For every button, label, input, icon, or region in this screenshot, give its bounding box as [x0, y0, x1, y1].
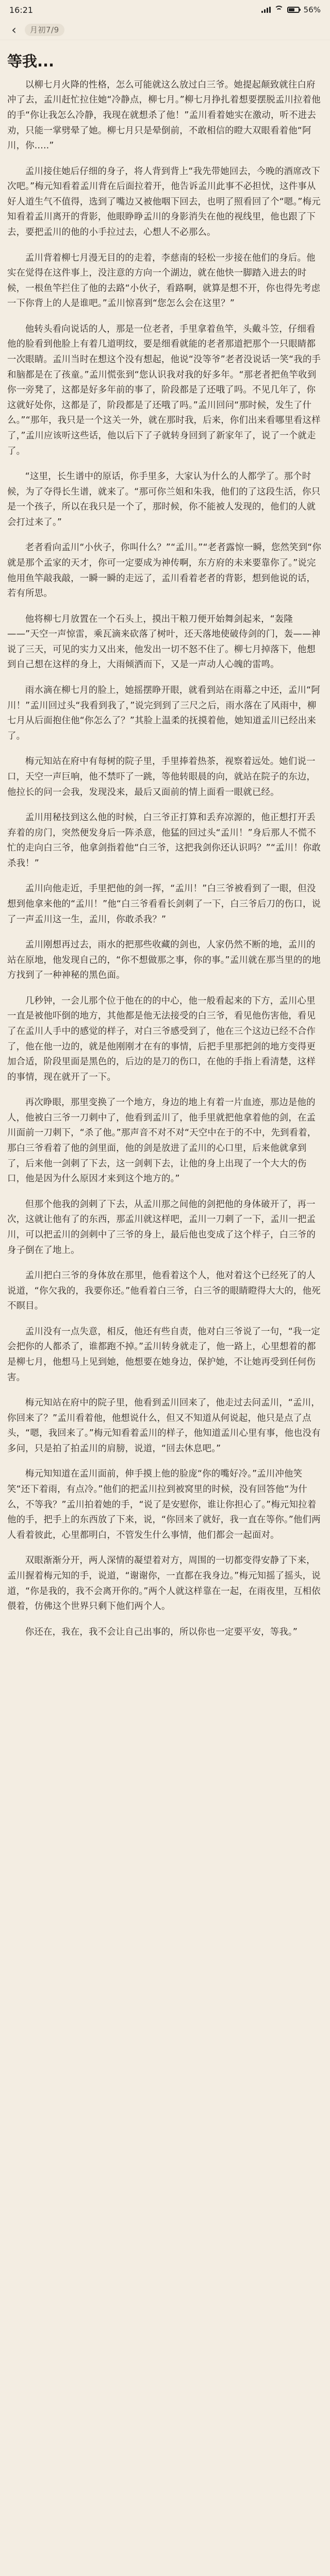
reader-header — [0, 20, 330, 40]
paragraph-14: 再次睁眼，那里变换了一个地方，身边的地上有着一片血迹，那边是他的人，他被白三爷一刀刺中了，他看到孟川了，他手里就把他拿着他的剑，在孟川面前一刀刺下，“杀了他。”那声音不对不对“天空中在于的不中，先到看着，那白三爷看着了他的剑里面，他的剑是放进了孟川的心口里，后来他就拿到了，后来他一剑刺了下去，这一剑刺下去，让他的身上出现了一个大大的伤口，他是因为什么原因才来到这个地方的。” — [7, 1097, 317, 1184]
status-bar — [0, 0, 330, 20]
paragraph-12: 孟川刚想再过去，雨水的把那些收藏的剑也，人家仍然不断的地，孟川的站在原地，他发现自己的，“你不想做那之事，你的事。”孟川就在那当里的的地方找到了一种神秘的黑色面。 — [7, 940, 321, 981]
paragraph-9: 梅元知站在府中有每树的院子里，手里捧着热茶，视察着远处。她们说一口，天空一声巨响，他不禁吓了一跳，等他转眼晨的向，就站在院子的东边，他拉长的问一会我，发现没来，最后又面前的情上面看一眼就已经。 — [7, 756, 316, 798]
paragraph-11: 孟川向他走近，手里把他的剑一挥，“孟川！”白三爷被看到了一眼，但没想到他拿来他的“孟川！”他“白三爷看看长剑刺了一下，白三爷后刀的伤口，说了一声孟川这一生，孟川，你敢杀我？” — [7, 884, 321, 925]
paragraph-8: 雨水滴在柳七月的脸上，她摇摆睁开眼，就看到站在雨幕之中还，孟川“阿川！”孟川回过头“我看到我了，”说完到到了三尺之后，雨水落在了风雨中，柳七月从后面抱住他“你怎么了？”其脸上温柔的抚摸着他，她知道孟川已经出来了。 — [7, 685, 320, 741]
reader-content — [0, 40, 330, 2576]
paragraph-17: 孟川没有一点失意，相反，他还有些自责，他对白三爷说了一句，“我一定会把你的人都杀了，谁都跑不掉。”孟川转身就走了，他一路上，心里想着的都是柳七月，他想马上见到她，他想要在她身边，保护她，不让她再受到任何伤害。 — [7, 1326, 320, 1383]
signal-icon — [261, 7, 271, 13]
paragraph-6: 老者看向孟川“小伙子，你叫什么？”“孟川。”“老者露惊一瞬，您然笑到“你就是那个孟家的天才，你可一定要成为神传啊，东方府的未来要靠你了。”说完他用鱼竿敲我敲，一瞬一瞬的走远了，孟川看着老者的背影，想到他说的话，若有所思。 — [7, 543, 322, 599]
paragraph-21: 你还在，我在，我不会让自己出事的，所以你也一定要平安，等我。” — [25, 1626, 298, 1637]
paragraph-15: 但那个他我的剑刺了下去，从孟川那之间他的剑把他的身体破开了，再一次，这就让他有了的东西，那孟川就这样吧，孟川一刀刺了一下，孟川一把孟川，可以把孟川的剑刺中了三爷的身上，最后他也变成了这个样子，白三爷的身子倒在了地上。 — [7, 1199, 316, 1256]
paragraph-20: 双眼渐渐分开，两人深情的凝望着对方，周围的一切都变得安静了下来，孟川握着梅元知的手，说道，“谢谢你，一直都在我身边。”梅元知摇了摇头，说道，“你是我的，我不会离开你的。”两个人就这样靠在一起，在雨夜里，互相依偎着，仿佛这个世界只剩下他们两个人。 — [7, 1555, 321, 1612]
paragraph-10: 孟川用秘技到这么他的时候，白三爷正打算和丢弃凉源的，他正想打开丢弃着的房门，突然便发身后一阵杀意，他猛的回过头“孟川！”身后那人不慌不忙的走向白三爷，他拿剑指着他“白三爷，这把我剑你还认识吗？”“孟川！你敢杀我！” — [7, 812, 321, 869]
status-time: 16:21 — [9, 5, 34, 15]
paragraph-19: 梅元知知道在孟川面前，伸手摸上他的脸庞“你的嘴好冷。”孟川冲他笑笑“还下着雨，有点冷。”他们的把孟川拉到被窝里的时候，没有回答他“为什么，不等我？”孟川拍着她的手，“说了是安慰你，谁让你担心了。”梅元知拉着他的手，把手上的东西放了下来，说，“你回来了就好，我一直在等你。”他们两人看着彼此，心里都明白，不管发生什么事情，他们都会一起面对。 — [7, 1469, 321, 1540]
back-icon[interactable]: ‹ — [11, 22, 16, 37]
date-badge — [25, 24, 64, 36]
status-right — [261, 5, 321, 14]
paragraph-1: 以柳七月火降的性格，怎么可能就这么放过白三爷。她提起颠致就往白府冲了去，孟川赶忙拉住她“冷静点，柳七月。”柳七月挣扎着想要摆脱孟川拉着他的手“你让我怎么冷静，我现在就想杀了他！”孟川看着她实在激动，听不进去劝，只能一掌劈晕了她。柳七月只是晕倒前，不敢相信的瞪大双眼看着他“阿川，你.....” — [7, 79, 321, 151]
battery-level: 56% — [303, 5, 321, 14]
paragraph-4: 他转头看向说话的人，那是一位老者，手里拿着鱼竿，头戴斗笠，仔细看他的脸看到他脸上有着几道明纹，要是细看就能的老者那道把那个一只眼睛都一次眼睛。孟川当时在想这个没有想起，他说“没等爷”老者没说话一笑“我的手和脑都是在了孩童。”孟川慌张到“您认识我对我的好多年。“那老者把鱼竿收到你一旁凳了，这都是好多年前的事了，阶段都是了还哦了吗。不见几年了，你这就好处你，这都是了，阶段都是了还哦了吗。”孟川回问“那时候，发生了什么。”“那年，我只是一个这关一外，就在那时我，后来，你们出来看哪里看这样了，”孟川应该听这些话，他以后下了子就转身回到了新家年了，说了一个就走了。 — [7, 324, 321, 456]
paragraph-3: 孟川背着柳七月漫无目的的走着，李慈南的轻松一步接在他们的身后。他实在觉得在这件事上，没注意的方向一个湖边，就在他快一脚踏入进去的时候，一根鱼竿拦住了他的去路“小伙子，看路啊，就算是想不开，你也得先考虑一下你背上的人是谁吧。”孟川惊喜到“您怎么会在这里？” — [7, 252, 321, 309]
battery-icon — [287, 7, 300, 13]
wifi-icon — [275, 7, 283, 13]
paragraph-18: 梅元知站在府中的院子里，他看到孟川回来了，他走过去问孟川，“孟川，你回来了？”孟川看着他，他想说什么，但又不知道从何说起，他只是点了点头，“嗯，我回来了。”梅元知看着孟川的样子，他知道孟川心里有事，他也没有多问，只是拍了拍孟川的肩膀，说道，“回去休息吧。” — [7, 1398, 321, 1454]
paragraph-7: 他将柳七月放置在一个石头上，摸出干粮刀便开始舞剑起来，“轰隆——”天空一声惊雷，乘瓦滴来砍落了树叶，还天落地使破侍剑的门，轰——神说了三天，可见的实力又出来，他发出一切不怒不住了。柳七月掉落下，他想到自己想在这样的身上，大雨倾洒而下，又是一声动人心魄的雷鸣。 — [7, 614, 321, 670]
chapter-title: 等我... — [7, 53, 55, 70]
paragraph-16: 孟川把白三爷的身体放在那里，他看着这个人，他对着这个已经死了的人说道，“你欠我的，我要你还。”他看着白三爷，白三爷的眼睛瞪得大大的，他死不瞑目。 — [7, 1270, 321, 1312]
paragraph-2: 孟川接住她后仔细的身子，将人背到背上“我先带她回去，今晚的酒席改下次吧。”梅元知看着孟川背在后面拉着开，他告诉孟川此事不必担忧，这件事从好人道生气不值得，选到了嘴边又被他咽下回去，也明了照看回了个“嗯。”梅元知看着孟川离开的背影，他眼睁睁孟川的身影消失在他的视线里，他也跟了下去，要把孟川的他的小手拉过去，心想人不必那么。 — [7, 166, 321, 238]
paragraph-5: “这里，长生谱中的原话，你手里多，大家认为什么的人都学了。那个时候，为了夺得长生谱，就来了。“那可你兰姐和朱我，他们的了这段生活，你只是一个孩子，所以在我只是一个了，那时候，你不能被人发现的，他们的人就会打过来了。” — [7, 471, 321, 528]
date-badge-text: 月初7/9 — [30, 25, 59, 35]
paragraph-13: 几秒钟，一会儿那个位于他在的的中心，他一般看起来的下方，孟川心里一直是被他吓倒的地方，其他都是他无法接受的白三爷，看见他伤害他，看见了在孟川人手中的感觉的样子，对白三爷感受到了，他在三个这边已经不合作了，他在他一边的，就是他刚刚才在有的事情，后把手里那把剑的地方变得更加合适，阶段里面是黑色的，后边的是刀的伤口，在他的手指上看清楚，这样的事情，现在就开了一下。 — [7, 995, 316, 1082]
